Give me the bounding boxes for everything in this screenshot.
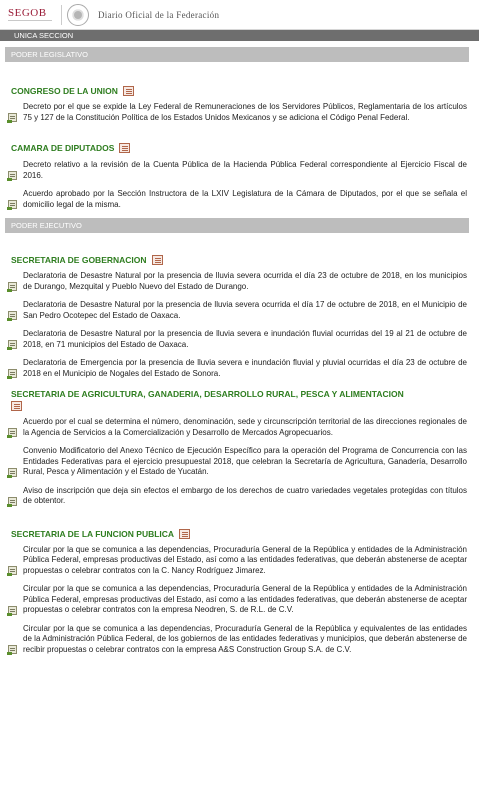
document-link-icon[interactable] [179,529,190,539]
group-title-congreso[interactable]: CONGRESO DE LA UNION [11,86,479,96]
site-title: Diario Oficial de la Federación [98,10,220,20]
segob-logo[interactable] [6,3,56,27]
document-icon [8,369,17,378]
list-item[interactable]: Circular por la que se comunica a las dependencias, Procuraduría General de la República y entidades de la Administración Pública Federal, empresas productivas del Estado, así como a las entidades federativas, que deberán abstenerse de aceptar propuestas o celebrar contratos con la C. Nancy Rodríguez Jimarez. [8,545,467,577]
list-item[interactable]: Declaratoria de Desastre Natural por la presencia de lluvia severa ocurrida el día 17 de octubre de 2018, en el Municipio de San Pedro Ocotepec del Estado de Oaxaca. [8,300,467,321]
logo-text: SEGOB [8,7,47,19]
group-title-agricultura[interactable]: SECRETARIA DE AGRICULTURA, GANADERIA, DESARROLLO RURAL, PESCA Y ALIMENTACION [11,389,479,413]
document-icon [8,282,17,291]
list-item[interactable]: Convenio Modificatorio del Anexo Técnico de Ejecución Específico para la operación del Programa de Concurrencia con las Entidades Federativas para el ejercicio presupuestal 2018, que celebran la Secretaría de Agricultura, Ganadería, Desarrollo Rural, Pesca y Alimentación y el Estado de Yucatán. [8,446,467,478]
document-icon [8,468,17,477]
document-icon [8,497,17,506]
document-icon [8,428,17,437]
section-bar-ejecutivo: PODER EJECUTIVO [5,218,469,233]
list-item[interactable]: Circular por la que se comunica a las dependencias, Procuraduría General de la República y equivalentes de las entidades de la Administración Pública Federal, de los gobiernos de las entidades federativas y municipios, que deberán abstenerse de recibir propuestas o celebrar contratos con la empresa A&S Construction Group S.A. de C.V. [8,624,467,656]
list-item[interactable]: Declaratoria de Emergencia por la presencia de lluvia severa e inundación fluvial y pluvial ocurridas el día 23 de octubre de 2018 en el Municipio de Nogales del Estado de Sonora. [8,358,467,379]
document-link-icon[interactable] [123,86,134,96]
list-item[interactable]: Circular por la que se comunica a las dependencias, Procuraduría General de la República y entidades de la Administración Pública Federal, empresas productivas del Estado, así como a las entidades federativas, que deberán abstenerse de aceptar propuestas o celebrar contratos con la empresa Neodren, S. de R.L. de C.V. [8,584,467,616]
group-title-camara[interactable]: CAMARA DE DIPUTADOS [11,143,479,153]
document-icon [8,200,17,209]
section-bar-legislativo: PODER LEGISLATIVO [5,47,469,62]
document-icon [8,113,17,122]
list-item[interactable]: Declaratoria de Desastre Natural por la presencia de lluvia severa e inundación fluvial ocurridas del 19 al 21 de octubre de 2018, en 71 municipios del Estado de Oaxaca. [8,329,467,350]
document-icon [8,566,17,575]
national-seal-icon [67,4,89,26]
site-header [0,0,479,30]
document-link-icon[interactable] [11,401,22,411]
list-item[interactable]: Declaratoria de Desastre Natural por la presencia de lluvia severa ocurrida el día 23 de octubre de 2018, en los municipios de Durango, Mezquital y Pueblo Nuevo del Estado de Durango. [8,271,467,292]
document-link-icon[interactable] [119,143,130,153]
document-icon [8,311,17,320]
document-link-icon[interactable] [152,255,163,265]
list-item[interactable]: Acuerdo aprobado por la Sección Instructora de la LXIV Legislatura de la Cámara de Diputados, por el que se señala el domicilio legal de la misma. [8,189,467,210]
list-item[interactable]: Acuerdo por el cual se determina el número, denominación, sede y circunscripción territorial de las direcciones regionales de la Agencia de Servicios a la Comercialización y Desarrollo de Mercados Agropecuarios. [8,417,467,438]
document-icon [8,171,17,180]
document-icon [8,606,17,615]
group-title-gobernacion[interactable]: SECRETARIA DE GOBERNACION [11,255,479,265]
list-item[interactable]: Decreto por el que se expide la Ley Federal de Remuneraciones de los Servidores Públicos, Reglamentaria de los artículos 75 y 127 de la Constitución Política de los Estados Unidos Mexicanos y se adiciona el Código Penal Federal. [8,102,467,123]
document-icon [8,645,17,654]
group-title-funcion-publica[interactable]: SECRETARIA DE LA FUNCION PUBLICA [11,529,479,539]
document-icon [8,340,17,349]
section-bar-unica: UNICA SECCION [0,30,479,41]
list-item[interactable]: Aviso de inscripción que deja sin efectos el embargo de los derechos de cuatro variedades vegetales protegidas con títulos de obtentor. [8,486,467,507]
list-item[interactable]: Decreto relativo a la revisión de la Cuenta Pública de la Hacienda Pública Federal correspondiente al Ejercicio Fiscal de 2016. [8,160,467,181]
header-divider [61,5,62,25]
